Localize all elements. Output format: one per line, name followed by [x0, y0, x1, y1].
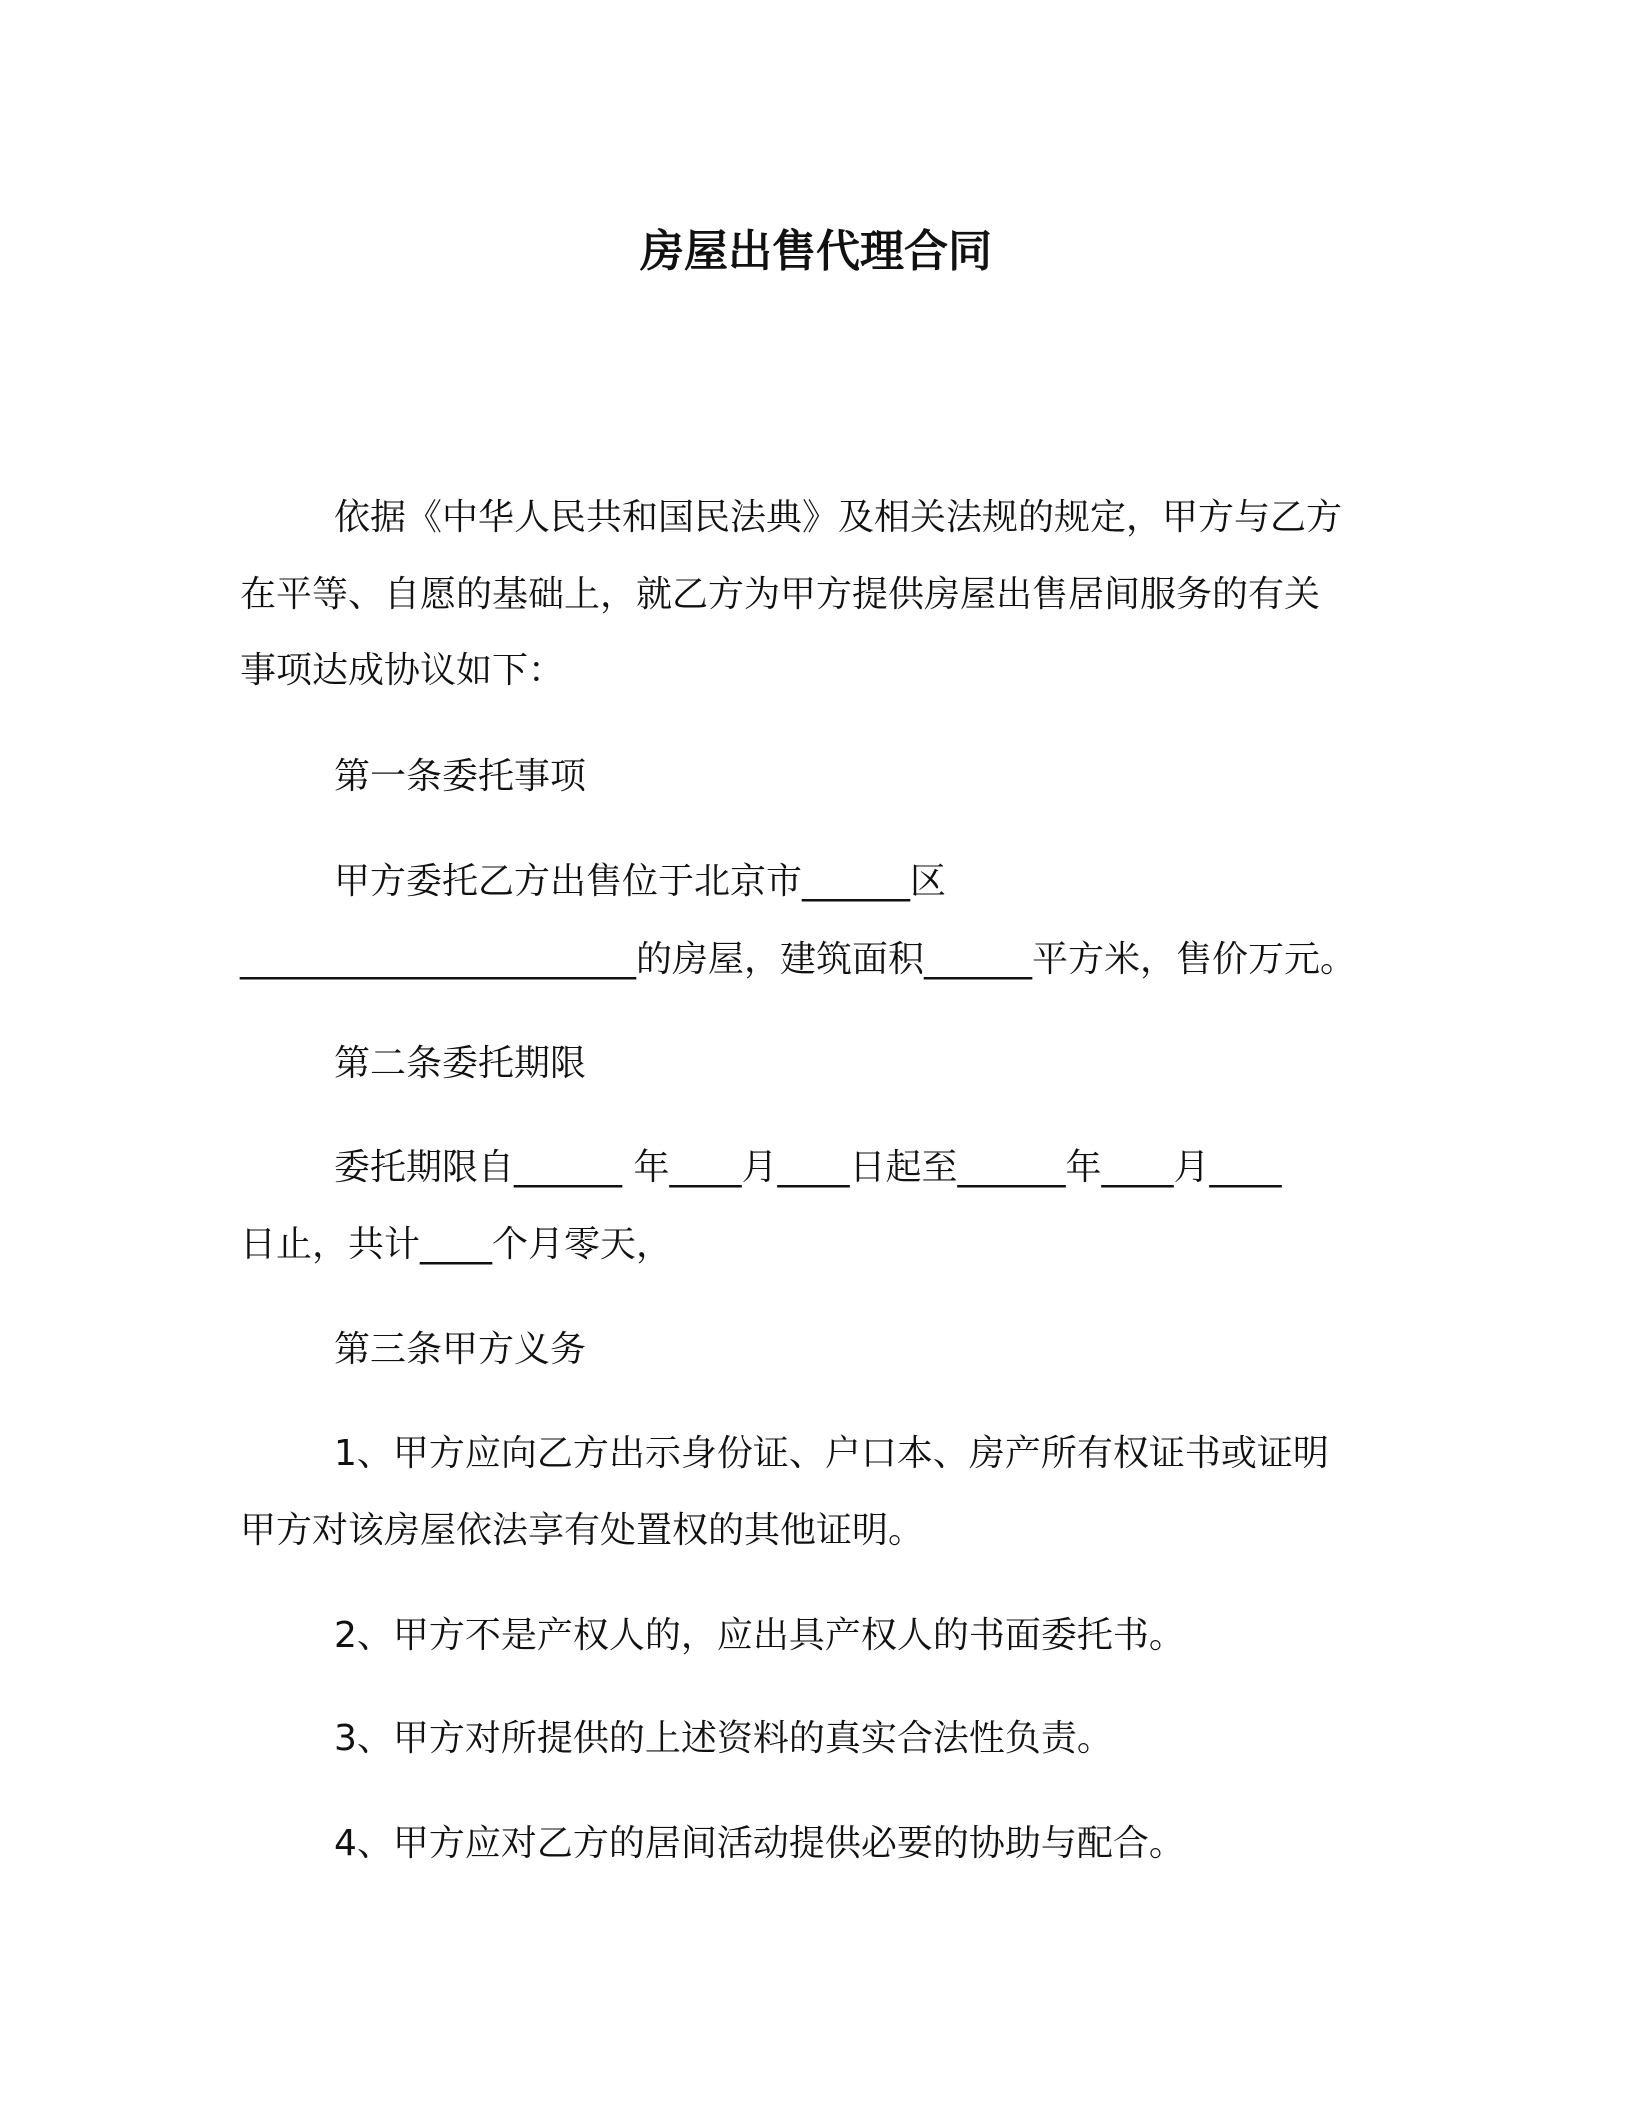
- article-1-line-2: ______________________的房屋，建筑面积______平方米，售价万元。: [240, 939, 1357, 980]
- preamble-line-3: 事项达成协议如下：: [240, 650, 565, 691]
- preamble-line-2: 在平等、自愿的基础上，就乙方为甲方提供房屋出售居间服务的有关: [240, 574, 1321, 615]
- article-3-item-3: 3、甲方对所提供的上述资料的真实合法性负责。: [334, 1718, 1113, 1759]
- document-title: 房屋出售代理合同: [640, 226, 992, 277]
- article-3-item-4: 4、甲方应对乙方的居间活动提供必要的协助与配合。: [334, 1823, 1185, 1864]
- article-2-line-2: 日止，共计____个月零天，: [240, 1224, 673, 1265]
- article-2-heading: 第二条委托期限: [334, 1043, 587, 1084]
- article-3-item-1-line-1: 1、甲方应向乙方出示身份证、户口本、房产所有权证书或证明: [334, 1433, 1329, 1474]
- article-2-line-1: 委托期限自______ 年____月____日起至______年____月____: [334, 1147, 1282, 1188]
- article-3-heading: 第三条甲方义务: [334, 1329, 587, 1370]
- preamble-line-1: 依据《中华人民共和国民法典》及相关法规的规定，甲方与乙方: [334, 497, 1343, 538]
- article-1-line-1: 甲方委托乙方出售位于北京市______区: [334, 861, 947, 902]
- article-1-heading: 第一条委托事项: [334, 756, 587, 797]
- article-3-item-2: 2、甲方不是产权人的，应出具产权人的书面委托书。: [334, 1615, 1185, 1656]
- article-3-item-1-line-2: 甲方对该房屋依法享有处置权的其他证明。: [240, 1510, 925, 1551]
